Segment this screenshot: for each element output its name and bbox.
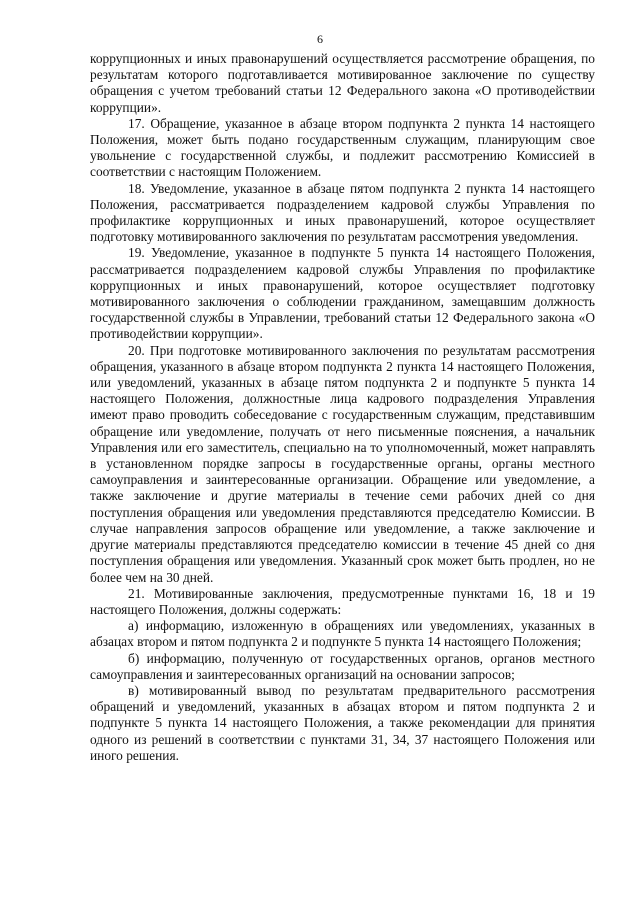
page-number: 6 [317,32,323,46]
paragraph-21-item-b: б) информацию, полученную от государственных органов, органов местного самоуправления и заинтересованных организаций на основании запросов; [90,650,595,682]
paragraph-20: 20. При подготовке мотивированного заключения по результатам рассмотрения обращения, указанного в абзаце втором подпункта 2 пункта 14 настоящего Положения, или уведомлений, указанных в абзаце пятом подпункта 2 и подпункте 5 пункта 14 настоящего Положения, должностные лица кадрового подразделения Управления имеют право проводить собеседование с государственным служащим, представившим обращение или уведомление, получать от него письменные пояснения, а начальник Управления или его заместитель, специально на то уполномоченный, может направлять в установленном порядке запросы в государственные органы, органы местного самоуправления и заинтересованные организации. Обращение или уведомление, а также заключение и другие материалы в течение семи рабочих дней со дня поступления обращения или уведомления представляются председателю Комиссии. В случае направления запросов обращение или уведомление, а также заключение и другие материалы представляются председателю комиссии в течение 45 дней со дня поступления обращения или уведомления. Указанный срок может быть продлен, но не более чем на 30 дней. [90,342,595,585]
paragraph-17: 17. Обращение, указанное в абзаце втором подпункта 2 пункта 14 настоящего Положения, может быть подано государственным служащим, планирующим свое увольнение с государственной службы, и подлежит рассмотрению Комиссией в соответствии с настоящим Положением. [90,115,595,180]
document-body [90,51,595,764]
paragraph-21: 21. Мотивированные заключения, предусмотренные пунктами 16, 18 и 19 настоящего Положения, должны содержать: [90,585,595,617]
paragraph-18: 18. Уведомление, указанное в абзаце пятом подпункта 2 пункта 14 настоящего Положения, рассматривается подразделением кадровой службы Управления по профилактике коррупционных и иных правонарушений, которое осуществляет подготовку мотивированного заключения по результатам рассмотрения уведомления. [90,180,595,245]
paragraph-21-item-a: а) информацию, изложенную в обращениях или уведомлениях, указанных в абзацах втором и пятом подпункта 2 и подпункте 5 пункта 14 настоящего Положения; [90,618,595,650]
paragraph-21-item-v: в) мотивированный вывод по результатам предварительного рассмотрения обращений и уведомлений, указанных в абзацах втором и пятом подпункта 2 и подпункте 5 пункта 14 настоящего Положения, а также рекомендации для принятия одного из решений в соответствии с пунктами 31, 34, 37 настоящего Положения или иного решения. [90,682,595,763]
paragraph-19: 19. Уведомление, указанное в подпункте 5 пункта 14 настоящего Положения, рассматривается подразделением кадровой службы Управления по профилактике коррупционных и иных правонарушений, которое осуществляет подготовку мотивированного заключения о соблюдении гражданином, замещавшим должность государственной службы в Управлении, требований статьи 12 Федерального закона «О противодействии коррупции». [90,245,595,342]
paragraph-continuation: коррупционных и иных правонарушений осуществляется рассмотрение обращения, по результатам которого подготавливается мотивированное заключение по существу обращения с учетом требований статьи 12 Федерального закона «О противодействии коррупции». [90,51,595,115]
